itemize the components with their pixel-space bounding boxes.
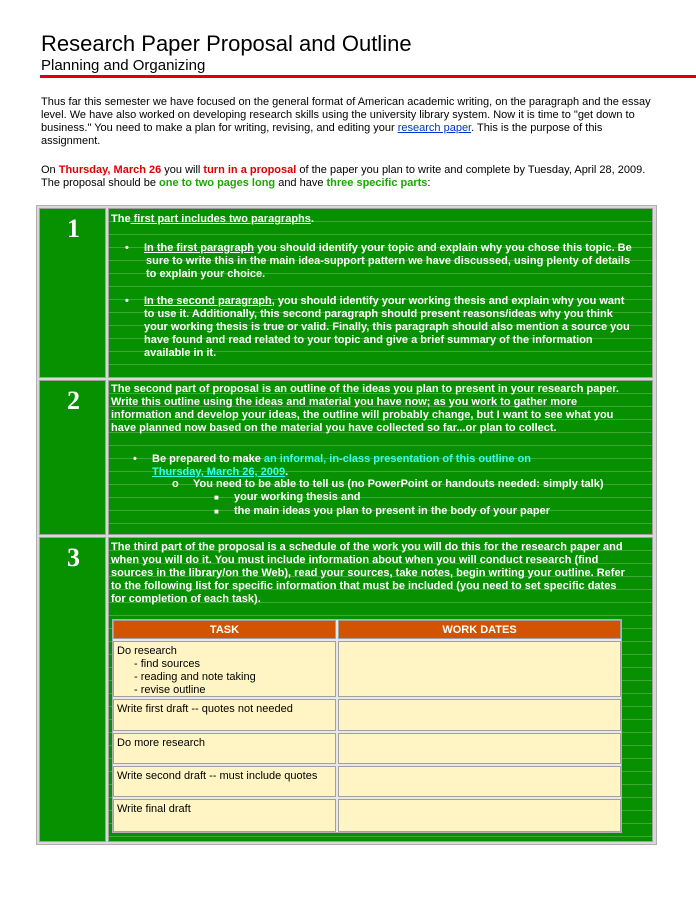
- part-2-line: The second part of proposal is an outline of the ideas you plan to present in your research paper.: [111, 383, 619, 395]
- part-2-bullet-3: your working thesis and: [234, 491, 361, 503]
- part-2-line: Write this outline using the ideas and material you have now; as you work to gather more: [111, 396, 578, 408]
- work-dates-cell[interactable]: [338, 699, 621, 731]
- subtask-label: - revise outline: [134, 684, 206, 696]
- part-number: 2: [67, 386, 80, 415]
- bullet-lead: Be prepared to make: [152, 453, 264, 465]
- page-subtitle: Planning and Organizing: [41, 57, 206, 74]
- subtask-label: - find sources: [134, 658, 201, 670]
- part-1-bullet-2: [144, 295, 654, 360]
- due-date: Thursday, March 26: [58, 164, 162, 176]
- part-1-intro-end: .: [310, 213, 314, 225]
- bullet-icon: •: [125, 242, 129, 254]
- proposal-text: you will: [161, 164, 204, 176]
- intro-text-end: . This is the purpose of this assignment.: [41, 122, 603, 147]
- part-number-cell: [39, 208, 106, 378]
- bullet-2-line: , you should identify your working thesis and explain why you want: [271, 295, 625, 307]
- part-number-cell: [39, 537, 106, 842]
- part-2-line: have planned now based on the material you have collected so far...or plan to collect.: [111, 422, 557, 434]
- part-1-intro-underlined: first part includes two paragraphs: [130, 213, 311, 225]
- intro-paragraph: [41, 96, 656, 148]
- bullet-1-line: to explain your choice.: [146, 268, 266, 280]
- bullet-2-line: available in it.: [144, 347, 217, 359]
- work-dates-cell[interactable]: [338, 641, 621, 697]
- task-cell: Write second draft -- must include quotes: [113, 766, 336, 797]
- title-rule: [40, 75, 696, 78]
- square-bullet-icon: ■: [214, 493, 219, 502]
- part-number-cell: [39, 380, 106, 535]
- bullet-1-lead: In the first paragraph: [144, 242, 255, 254]
- part-2-bullet-4: the main ideas you plan to present in the body of your paper: [234, 505, 550, 517]
- part-3-text: [111, 541, 651, 606]
- work-dates-cell[interactable]: [338, 766, 621, 797]
- bullet-2-line: have found and read related to your topic and give a brief summary of the information: [144, 334, 593, 346]
- part-1-bullet-1: [144, 242, 654, 281]
- page-title: Research Paper Proposal and Outline: [41, 31, 412, 56]
- part-1-intro: [111, 213, 314, 226]
- proposal-paragraph: [41, 164, 656, 190]
- bullet-end: .: [285, 466, 289, 478]
- part-3-line: The third part of the proposal is a schedule of the work you will do this for the research paper and: [111, 541, 623, 553]
- proposal-action: turn in a proposal: [203, 164, 297, 176]
- part-3-line: for completion of each task).: [111, 593, 261, 605]
- bullet-2-line: your working thesis is true or valid. Finally, this paragraph should also mention a source you: [144, 321, 630, 333]
- part-2-bullet-1: [152, 453, 652, 479]
- work-dates-header: WORK DATES: [338, 620, 621, 639]
- proposal-text: On: [41, 164, 59, 176]
- task-cell: Write final draft: [113, 799, 336, 832]
- task-cell: [113, 641, 336, 697]
- subtask-label: - reading and note taking: [134, 671, 256, 683]
- intro-text: Thus far this semester we have focused on the general format of American academic writing, on the paragraph and the essay level. We have also worked on developing research skills using the university library system. Now it is time to "get down to business." You need to make a plan for writing, revising, and editing your: [41, 96, 651, 134]
- proposal-parts: three specific parts: [326, 177, 428, 189]
- bullet-2-lead: In the second paragraph: [144, 295, 272, 307]
- square-bullet-icon: ■: [214, 507, 219, 516]
- part-number: 3: [67, 543, 80, 572]
- part-2-text: [111, 383, 651, 435]
- task-cell: Do more research: [113, 733, 336, 764]
- proposal-text: and have: [275, 177, 327, 189]
- part-3-line: sources in the library/on the Web), read your sources, take notes, begin writing your outline. Refer: [111, 567, 625, 579]
- proposal-text: of the paper you plan to write and complete by Tuesday, April 28, 2009. The proposal should be: [41, 164, 646, 189]
- part-2-content: [108, 380, 653, 535]
- part-2-bullet-2: You need to be able to tell us (no PowerPoint or handouts needed: simply talk): [193, 478, 604, 490]
- presentation-date: Thursday, March 26, 2009: [152, 466, 286, 478]
- bullet-icon: •: [133, 453, 137, 465]
- part-3-line: to the following list for specific information that must be included (you need to set specific dates: [111, 580, 617, 592]
- circle-bullet-icon: o: [172, 478, 179, 490]
- part-number: 1: [67, 214, 80, 243]
- task-cell: Write first draft -- quotes not needed: [113, 699, 336, 731]
- bullet-1-line: sure to write this in the main idea-support pattern we have discussed, using plenty of details: [146, 255, 631, 267]
- part-1-intro-text: The: [111, 213, 131, 225]
- bullet-1-line: you should identify your topic and explain why you chose this topic. Be: [254, 242, 632, 254]
- task-header: TASK: [113, 620, 336, 639]
- bullet-2-line: to use it. Additionally, this second paragraph should present reasons/ideas why you think: [144, 308, 613, 320]
- presentation-note: an informal, in-class presentation of this outline on: [263, 453, 531, 465]
- proposal-length: one to two pages long: [159, 177, 276, 189]
- part-3-line: when you will do it. You must include information about when you will conduct research (find: [111, 554, 599, 566]
- part-1-content: [108, 208, 653, 378]
- work-dates-cell[interactable]: [338, 799, 621, 832]
- bullet-icon: •: [125, 295, 129, 307]
- task-label: Do research: [117, 645, 177, 657]
- part-2-line: information and develop your ideas, the outline will probably change, but I want to see what you: [111, 409, 614, 421]
- proposal-text: :: [427, 177, 431, 189]
- research-paper-link[interactable]: research paper: [397, 122, 472, 134]
- work-dates-cell[interactable]: [338, 733, 621, 764]
